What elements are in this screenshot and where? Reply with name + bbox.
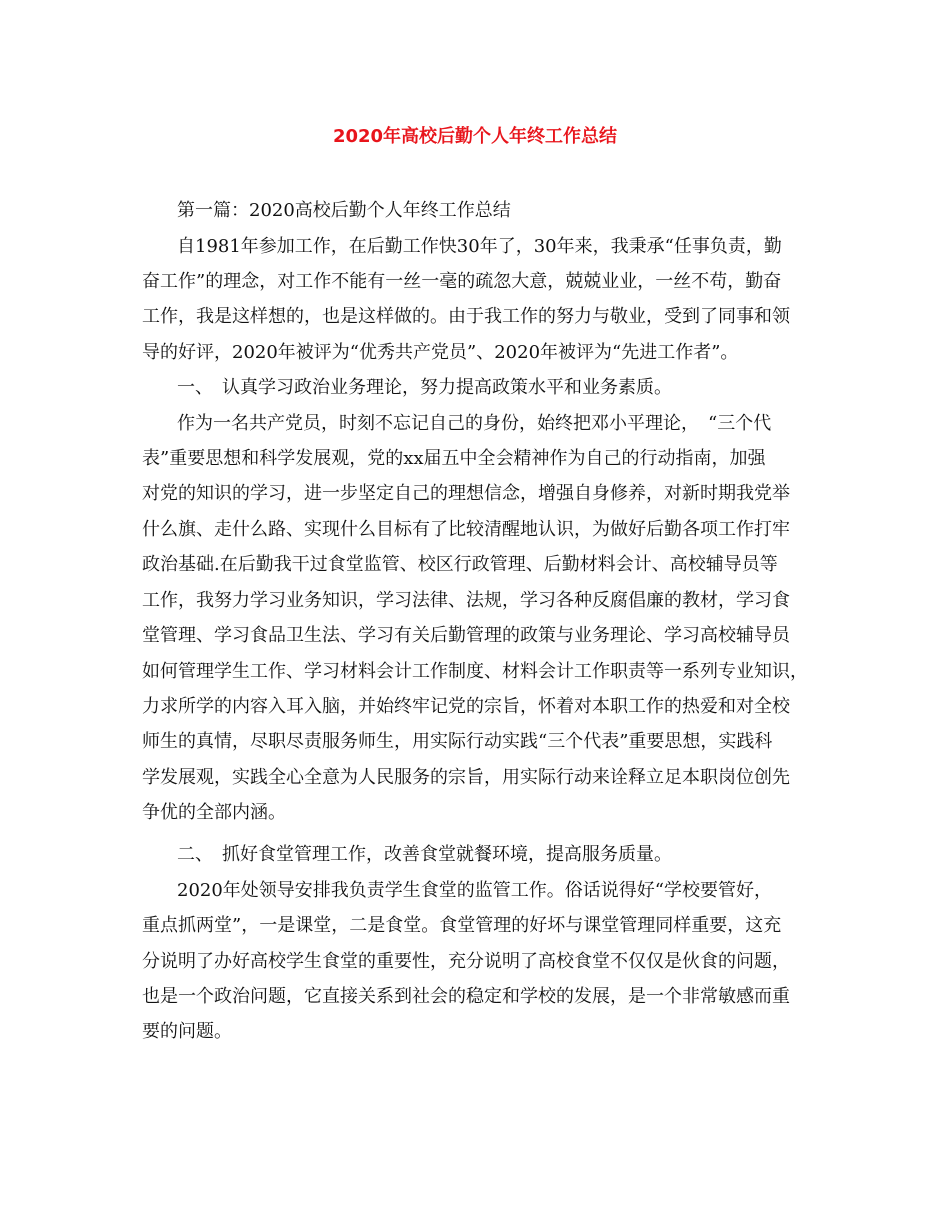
paragraph-line: 自1981年参加工作，在后勤工作快30年了，30年来，我秉承“任事负责，勤 [177,236,782,257]
paragraph-line: 工作，我努力学习业务知识，学习法律、法规，学习各种反腐倡廉的教材，学习食 [142,590,790,611]
section-heading-one: 一、 认真学习政治业务理论，努力提高政策水平和业务素质。 [177,377,672,398]
paragraph-line: 学发展观，实践全心全意为人民服务的宗旨，用实际行动来诠释立足本职岗位创先 [142,767,790,788]
paragraph-line: 堂管理、学习食品卫生法、学习有关后勤管理的政策与业务理论、学习高校辅导员 [142,625,790,646]
paragraph-line: 工作，我是这样想的，也是这样做的。由于我工作的努力与敬业，受到了同事和领 [142,306,790,327]
paragraph-line: 分说明了办好高校学生食堂的重要性，充分说明了高校食堂不仅仅是伙食的问题， [142,951,790,972]
heading-part-one: 第一篇：2020高校后勤个人年终工作总结 [177,200,511,221]
paragraph-line: 要的问题。 [142,1021,232,1042]
document-title: 2020年高校后勤个人年终工作总结 [332,126,618,147]
paragraph-line: 2020年处领导安排我负责学生食堂的监管工作。俗话说得好“学校要管好， [177,880,773,901]
paragraph-line: 争优的全部内涵。 [142,802,286,823]
paragraph-line: 对党的知识的学习，进一步坚定自己的理想信念，增强自身修养，对新时期我党举 [142,483,790,504]
paragraph-line: 重点抓两堂”，一是课堂，二是食堂。食堂管理的好坏与课堂管理同样重要，这充 [142,915,782,936]
paragraph-line: 作为一名共产党员，时刻不忘记自己的身份，始终把邓小平理论， “三个代 [177,413,772,434]
paragraph-line: 师生的真情，尽职尽责服务师生，用实际行动实践“三个代表”重要思想，实践科 [142,731,773,752]
paragraph-line: 奋工作”的理念，对工作不能有一丝一毫的疏忽大意，兢兢业业，一丝不苟，勤奋 [142,271,782,292]
paragraph-line: 政治基础.在后勤我干过食堂监管、校区行政管理、后勤材料会计、高校辅导员等 [142,554,778,575]
paragraph-line: 什么旗、走什么路、实现什么目标有了比较清醒地认识，为做好后勤各项工作打牢 [142,519,790,540]
paragraph-line: 表”重要思想和科学发展观，党的xx届五中全会精神作为自己的行动指南，加强 [142,448,766,469]
paragraph-line: 如何管理学生工作、学习材料会计工作制度、材料会计工作职责等一系列专业知识， [142,661,808,682]
paragraph-line: 力求所学的内容入耳入脑，并始终牢记党的宗旨，怀着对本职工作的热爱和对全校 [142,696,790,717]
paragraph-line: 也是一个政治问题，它直接关系到社会的稳定和学校的发展，是一个非常敏感而重 [142,986,790,1007]
section-heading-two: 二、 抓好食堂管理工作，改善食堂就餐环境，提高服务质量。 [177,844,672,865]
paragraph-line: 导的好评，2020年被评为“优秀共产党员”、2020年被评为“先进工作者”。 [142,342,739,363]
